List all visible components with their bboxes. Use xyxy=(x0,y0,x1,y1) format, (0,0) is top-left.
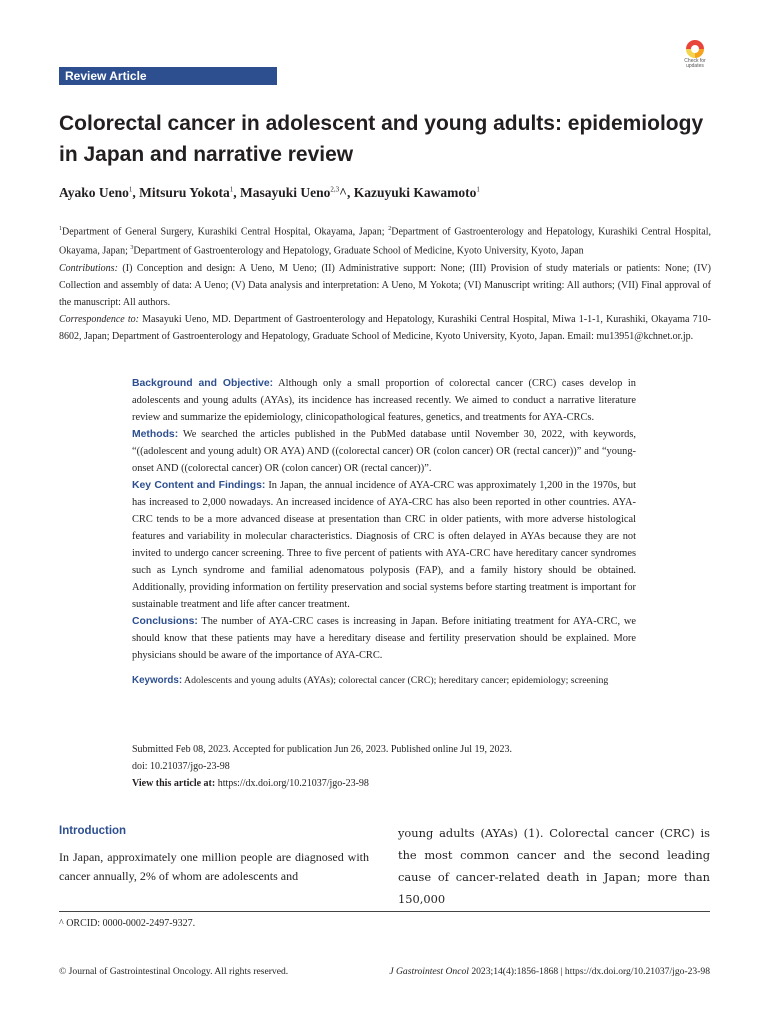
author-list: Ayako Ueno$^1$, Mitsuru Yokota$^1$, Masayuki Ueno$^{2,3}$^, Kazuyuki Kawamoto$^1$ xyxy=(59,185,480,200)
correspondence: Correspondence to: Masayuki Ueno, MD. Department of Gastroenterology and Hepatology, Kurashiki Central Hospital, Miwa 1-1-1, Kurashiki, Okayama 710-8602, Japan; Department of Gastroenterology and Hepatology, Graduate School of Medicine, Kyoto University, Kyoto, Japan. Email: mu13951@kchnet.or.jp. xyxy=(59,313,711,342)
affiliation-list: $^1$Department of General Surgery, Kurashiki Central Hospital, Okayama, Japan; $^2$Department of Gastroenterology and Hepatology, Kurashiki Central Hospital, Okayama, Japan; $^3$Department of Gastroenterology and Hepatology, Graduate School of Medicine, Kyoto University, Kyoto, Japan xyxy=(59,226,711,257)
abstract-methods: Methods: We searched the articles published in the PubMed database until November 30, 2022, with keywords, “((adolescent and young adult) OR AYA) AND ((colorectal cancer) OR (colon cancer) OR (rectal cancer))” and “young-onset AND ((colorectal cancer) OR (colon cancer) OR (rectal cancer))”. xyxy=(132,429,636,474)
author-name: Kazuyuki Kawamoto xyxy=(353,185,477,200)
abstract xyxy=(132,375,636,689)
submission-info xyxy=(132,741,512,792)
author-sup: 1 xyxy=(128,185,133,194)
author-name: Ayako Ueno xyxy=(59,185,129,200)
abstract-conclusions: Conclusions: The number of AYA-CRC cases is increasing in Japan. Before initiating treatment for AYA-CRC, we should know that these patients may have a hereditary disease and fertility preservation should be explained. More physicians should be aware of the importance of AYA-CRC. xyxy=(132,616,636,661)
abstract-background: Background and Objective: Although only a small proportion of colorectal cancer (CRC) cases develop in adolescents and young adults (AYAs), its incidence has increased recently. We aimed to conduct a narrative literature review and summarize the epidemiology, clinicopathological features, genetics, and treatments for AYA-CRCs. xyxy=(132,378,636,423)
orcid-footnote: ^ ORCID: 0000-0002-2497-9327. xyxy=(59,918,196,929)
article-title: Colorectal cancer in adolescent and young adults: epidemiology in Japan and narrative review xyxy=(59,112,704,166)
view-article-link[interactable]: View this article at: https://dx.doi.org/10.21037/jgo-23-98 xyxy=(132,778,369,789)
citation-footer: J Gastrointest Oncol 2023;14(4):1856-1868 | https://dx.doi.org/10.21037/jgo-23-98 xyxy=(389,966,710,977)
footnote-divider xyxy=(59,911,710,912)
author-sup: 2,3 xyxy=(330,185,340,194)
check-for-updates-badge[interactable] xyxy=(676,40,714,70)
introduction-heading: Introduction xyxy=(59,825,127,837)
introduction-column-1: In Japan, approximately one million people are diagnosed with cancer annually, 2% of whom are adolescents and xyxy=(59,850,369,883)
copyright-footer: © Journal of Gastrointestinal Oncology. All rights reserved. xyxy=(59,966,289,977)
check-for-updates-label: Check for updates xyxy=(684,58,706,69)
contributions: Contributions: (I) Conception and design: A Ueno, M Ueno; (II) Administrative support: None; (III) Provision of study materials or patients: None; (IV) Collection and assembly of data: A Ueno; (V) Data analysis and interpretation: A Ueno, M Yokota; (VI) Manuscript writing: All authors; (VII) Final approval of the manuscript: All authors. xyxy=(59,262,711,308)
doi: doi: 10.21037/jgo-23-98 xyxy=(132,761,230,772)
author-name: Masayuki Ueno xyxy=(240,185,331,200)
introduction-column-2: young adults (AYAs) (1). Colorectal cancer (CRC) is the most common cancer and the second leading cause of cancer-related death in Japan; more than 150,000 xyxy=(398,826,710,906)
author-sup: 1 xyxy=(476,185,480,194)
submission-dates: Submitted Feb 08, 2023. Accepted for publication Jun 26, 2023. Published online Jul 19, 2023. xyxy=(132,744,512,755)
abstract-key-content: Key Content and Findings: In Japan, the annual incidence of AYA-CRC was approximately 1,200 in the 1970s, but has increased to 2,000 nowadays. An increased incidence of AYA-CRC has also been reported in other countries. AYA-CRC tends to be a more advanced disease at presentation than CRC in older patients, with more adverse histological features and variability in molecular characteristics. Diagnosis of CRC is often delayed in AYAs because they are not invited to undergo cancer screening. Three to five percent of patients with AYA-CRC have hereditary cancer syndromes such as Lynch syndrome and familial adenomatous polyposis (FAP), and a family history should be obtained. Additionally, providing information on fertility preservation and social systems before starting treatment is important for sustainable treatment and life after cancer treatment. xyxy=(132,480,637,610)
affiliations xyxy=(59,221,711,345)
article-type-badge: Review Article xyxy=(59,67,277,85)
author-sup: 1 xyxy=(229,185,234,194)
check-for-updates-icon xyxy=(686,40,704,58)
abstract-keywords: Keywords: Adolescents and young adults (AYAs); colorectal cancer (CRC); hereditary cancer; epidemiology; screening xyxy=(132,675,609,686)
author-name: Mitsuru Yokota xyxy=(139,185,230,200)
